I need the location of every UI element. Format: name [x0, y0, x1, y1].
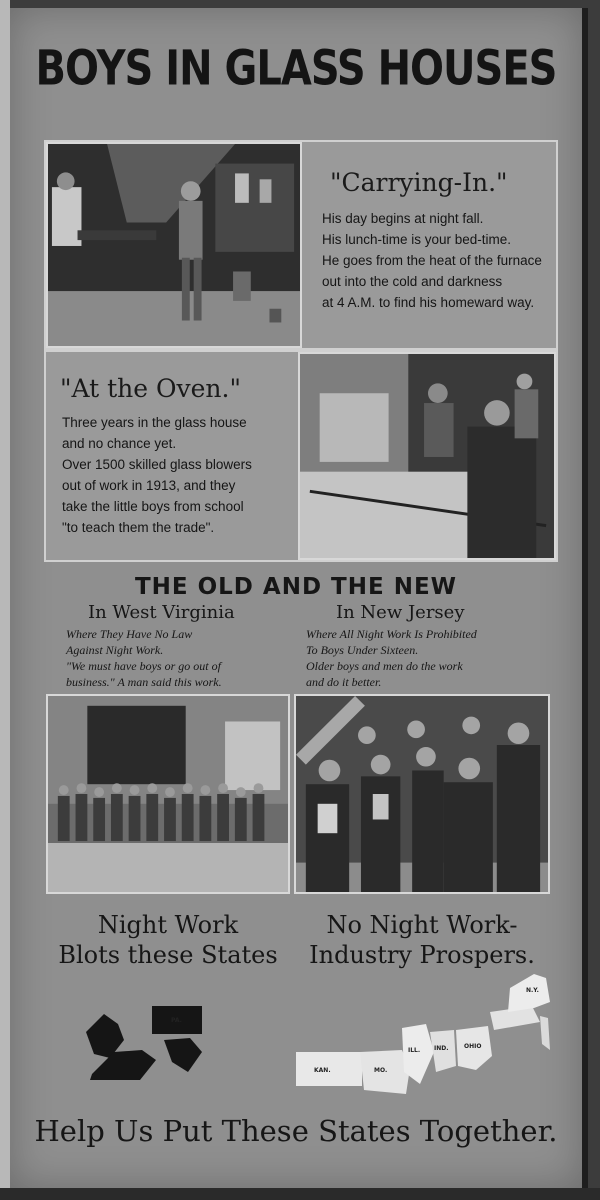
night-work-caption: Night Work Blots these States: [58, 911, 278, 969]
new-jersey-map-shape: [540, 1016, 550, 1050]
carrying-in-photo: [46, 142, 302, 348]
carrying-in-heading: "Carrying-In.": [330, 168, 508, 197]
maryland-map-shape: [164, 1038, 202, 1072]
poster-title: BOYS IN GLASS HOUSES: [35, 41, 557, 97]
west-virginia-photo: [46, 694, 290, 894]
new-jersey-text: Where All Night Work Is Prohibited To Boys Under Sixteen. Older boys and men do the work and do it better.: [306, 627, 477, 689]
west-virginia-map-shape: [86, 1014, 124, 1058]
new-york-label: N.Y.: [526, 987, 539, 994]
new-jersey-photo: [294, 694, 550, 894]
new-jersey-heading: In New Jersey: [336, 602, 465, 623]
old-and-new-heading: THE OLD AND THE NEW: [134, 574, 458, 600]
night-work-states-map: [80, 1002, 210, 1082]
kansas-label: KAN.: [314, 1067, 331, 1074]
poster-left-edge: [0, 0, 10, 1200]
at-the-oven-photo: [298, 352, 556, 560]
poster: [10, 8, 588, 1188]
pennsylvania-label: PA.: [171, 1017, 182, 1024]
at-the-oven-text: Three years in the glass house and no chance yet. Over 1500 skilled glass blowers out of work in 1913, and they take the little boys from school "to teach them the trade".: [62, 415, 252, 535]
at-the-oven-heading: "At the Oven.": [60, 374, 241, 403]
illinois-label: ILL.: [408, 1047, 421, 1054]
poster-footer: Help Us Put These States Together.: [34, 1114, 558, 1148]
carrying-in-text: His day begins at night fall. His lunch-time is your bed-time. He goes from the heat of the furnace out into the cold and darkness at 4 A.M. to find his homeward way.: [322, 211, 542, 310]
indiana-label: IND.: [434, 1045, 449, 1052]
west-virginia-text: Where They Have No Law Against Night Work. "We must have boys or go out of business." A man said this work.: [66, 627, 222, 689]
poster-bottom-edge: [0, 1188, 600, 1200]
missouri-label: MO.: [374, 1067, 388, 1074]
ohio-label: OHIO: [464, 1043, 482, 1050]
no-night-work-caption: No Night Work- Industry Prospers.: [309, 911, 535, 969]
west-virginia-heading: In West Virginia: [88, 602, 235, 623]
no-night-work-states-map: [294, 972, 554, 1098]
